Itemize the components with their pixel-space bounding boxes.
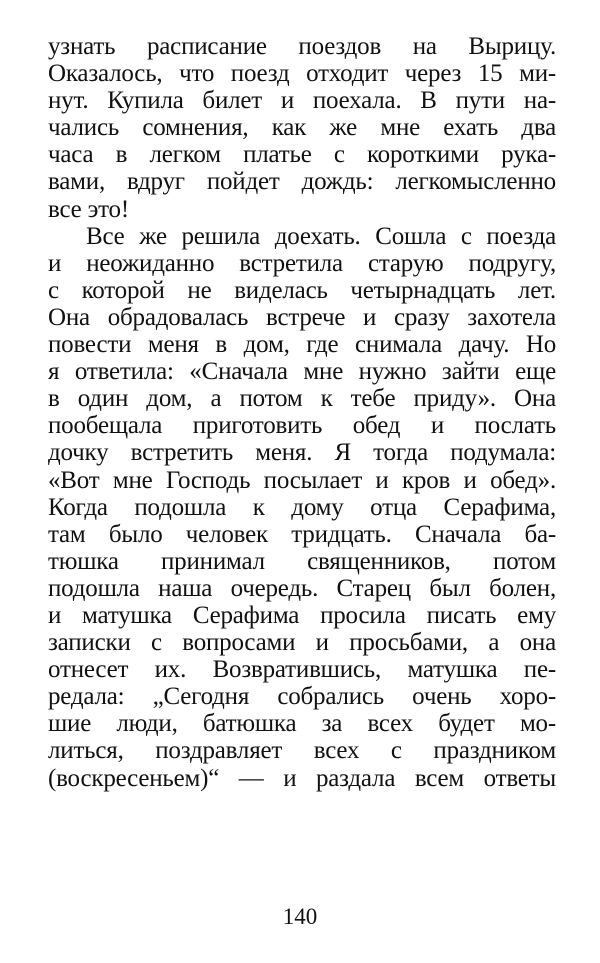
- text-line: отнесет их. Возвратившись, матушка пе-: [48, 656, 556, 684]
- text-line: и матушка Серафима просила писать ему: [48, 601, 556, 629]
- text-line: вами, вдруг пойдет дождь: легкомысленно: [48, 168, 556, 196]
- text-line: Оказалось, что поезд отходит через 15 ми-: [48, 60, 556, 88]
- text-line: с которой не виделась четырнадцать лет.: [48, 276, 556, 304]
- text-line: шие люди, батюшка за всех будет мо-: [48, 710, 556, 738]
- text-line: Все же решила доехать. Сошла с поезда: [86, 222, 556, 250]
- text-line: записки с вопросами и просьбами, а она: [48, 629, 556, 657]
- text-line: чались сомнения, как же мне ехать два: [48, 114, 556, 142]
- text-line: «Вот мне Господь посылает и кров и обед».: [48, 466, 556, 494]
- text-line: литься, поздравляет всех с праздником: [48, 737, 556, 765]
- text-line: там было человек тридцать. Сначала ба-: [48, 520, 556, 548]
- text-line: Она обрадовалась встрече и сразу захотела: [48, 303, 556, 331]
- text-line: подошла наша очередь. Старец был болен,: [48, 574, 556, 602]
- text-line: узнать расписание поездов на Вырицу.: [48, 33, 556, 60]
- text-line: часа в легком платье с короткими рука-: [48, 141, 556, 169]
- text-line: редала: „Сегодня собрались очень хоро-: [48, 683, 556, 711]
- text-line: (воскресеньем)“ — и раздала всем ответы: [48, 764, 556, 792]
- text-line: я ответила: «Сначала мне нужно зайти еще: [48, 358, 556, 386]
- text-line: дочку встретить меня. Я тогда подумала:: [48, 439, 556, 467]
- body-text: [48, 33, 556, 792]
- text-line: в один дом, а потом к тебе приду». Она: [48, 385, 556, 413]
- text-line: Когда подошла к дому отца Серафима,: [48, 493, 556, 521]
- text-line: пообещала приготовить обед и послать: [48, 412, 556, 440]
- page-number: 140: [282, 904, 318, 929]
- text-line: тюшка принимал священников, потом: [48, 547, 556, 575]
- text-line: все это!: [48, 195, 129, 223]
- text-line: нут. Купила билет и поехала. В пути на-: [48, 87, 556, 115]
- text-line: и неожиданно встретила старую подругу,: [48, 249, 556, 277]
- text-line: повести меня в дом, где снимала дачу. Но: [48, 331, 556, 359]
